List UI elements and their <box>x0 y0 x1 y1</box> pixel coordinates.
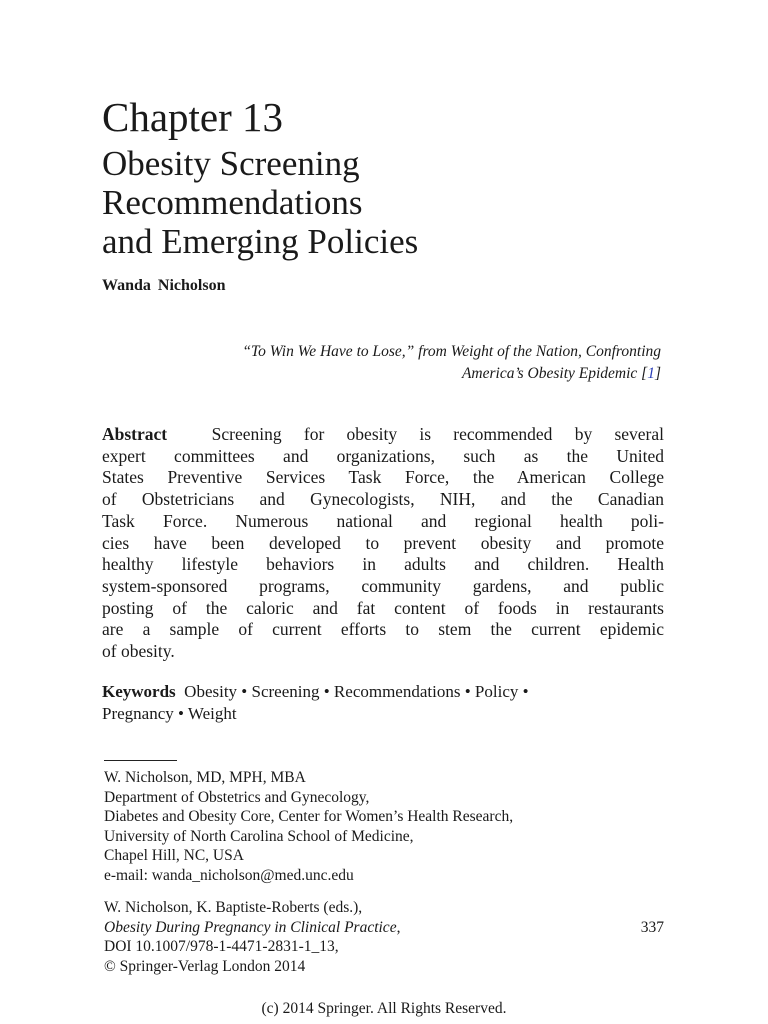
keywords-line: Pregnancy • Weight <box>102 703 237 723</box>
book-source-info <box>104 898 664 976</box>
author-email: e-mail: wanda_nicholson@med.unc.edu <box>104 866 354 884</box>
keywords-line <box>102 681 664 703</box>
abstract-heading: Abstract <box>102 424 168 444</box>
keywords-heading: Keywords <box>102 682 176 701</box>
page-number: 337 <box>640 918 664 936</box>
book-title-punct: , <box>396 918 401 936</box>
affiliation-line: Chapel Hill, NC, USA <box>104 847 244 864</box>
affiliation-line: University of North Carolina School of Medicine, <box>104 827 414 845</box>
epigraph-line-text: America’s Obesity Epidemic [ <box>461 365 648 382</box>
abstract-line <box>102 424 664 446</box>
source-editors: W. Nicholson, K. Baptiste-Roberts (eds.), <box>104 899 363 916</box>
abstract-line: of obesity. <box>102 641 175 662</box>
citation-link[interactable]: 1 <box>647 365 655 382</box>
epigraph-line-end: ] <box>654 365 661 382</box>
footnote-rule <box>104 760 177 761</box>
abstract-line: healthy lifestyle behaviors in adults and children. Health <box>102 554 664 575</box>
chapter-title-line: Recommendations <box>102 183 363 222</box>
abstract-line: are a sample of current efforts to stem the current epidemic <box>102 619 664 640</box>
copyright-footer: (c) 2014 Springer. All Rights Reserved. <box>261 1000 507 1017</box>
keywords-list: Obesity • Screening • Recommendations • Policy • <box>184 682 529 701</box>
chapter-number: Chapter 13 <box>102 94 284 140</box>
author-name: Wanda Nicholson <box>102 277 226 294</box>
abstract-line: States Preventive Services Task Force, the American College <box>102 467 664 488</box>
abstract <box>102 424 664 663</box>
abstract-line: Task Force. Numerous national and regional health poli- <box>102 510 664 531</box>
chapter-title-line: and Emerging Policies <box>102 222 419 261</box>
book-title: Obesity During Pregnancy in Clinical Practice <box>104 918 397 936</box>
epigraph-line <box>102 363 661 385</box>
chapter-title <box>102 144 418 261</box>
source-doi: DOI 10.1007/978-1-4471-2831-1_13, <box>104 938 339 955</box>
affiliation-line: W. Nicholson, MD, MPH, MBA <box>104 769 306 786</box>
affiliation-line: Diabetes and Obesity Core, Center for Women’s Health Research, <box>104 808 514 825</box>
affiliation-line: Department of Obstetrics and Gynecology, <box>104 788 370 806</box>
source-copyright: © Springer-Verlag London 2014 <box>104 957 306 975</box>
abstract-line: posting of the caloric and fat content of foods in restaurants <box>102 597 664 618</box>
abstract-text: Screening for obesity is recommended by several <box>211 424 665 444</box>
abstract-line: cies have been developed to prevent obesity and promote <box>102 532 664 553</box>
epigraph <box>102 341 661 385</box>
chapter-title-line: Obesity Screening <box>102 144 360 183</box>
abstract-line: system-sponsored programs, community gardens, and public <box>102 575 664 596</box>
abstract-line: of Obstetricians and Gynecologists, NIH, and the Canadian <box>102 489 664 510</box>
epigraph-line: “To Win We Have to Lose,” from Weight of the Nation, Confronting <box>242 343 661 360</box>
source-book-line <box>104 918 664 938</box>
abstract-line: expert committees and organizations, such as the United <box>102 445 664 466</box>
author-affiliation <box>104 768 513 885</box>
keywords <box>102 681 664 724</box>
